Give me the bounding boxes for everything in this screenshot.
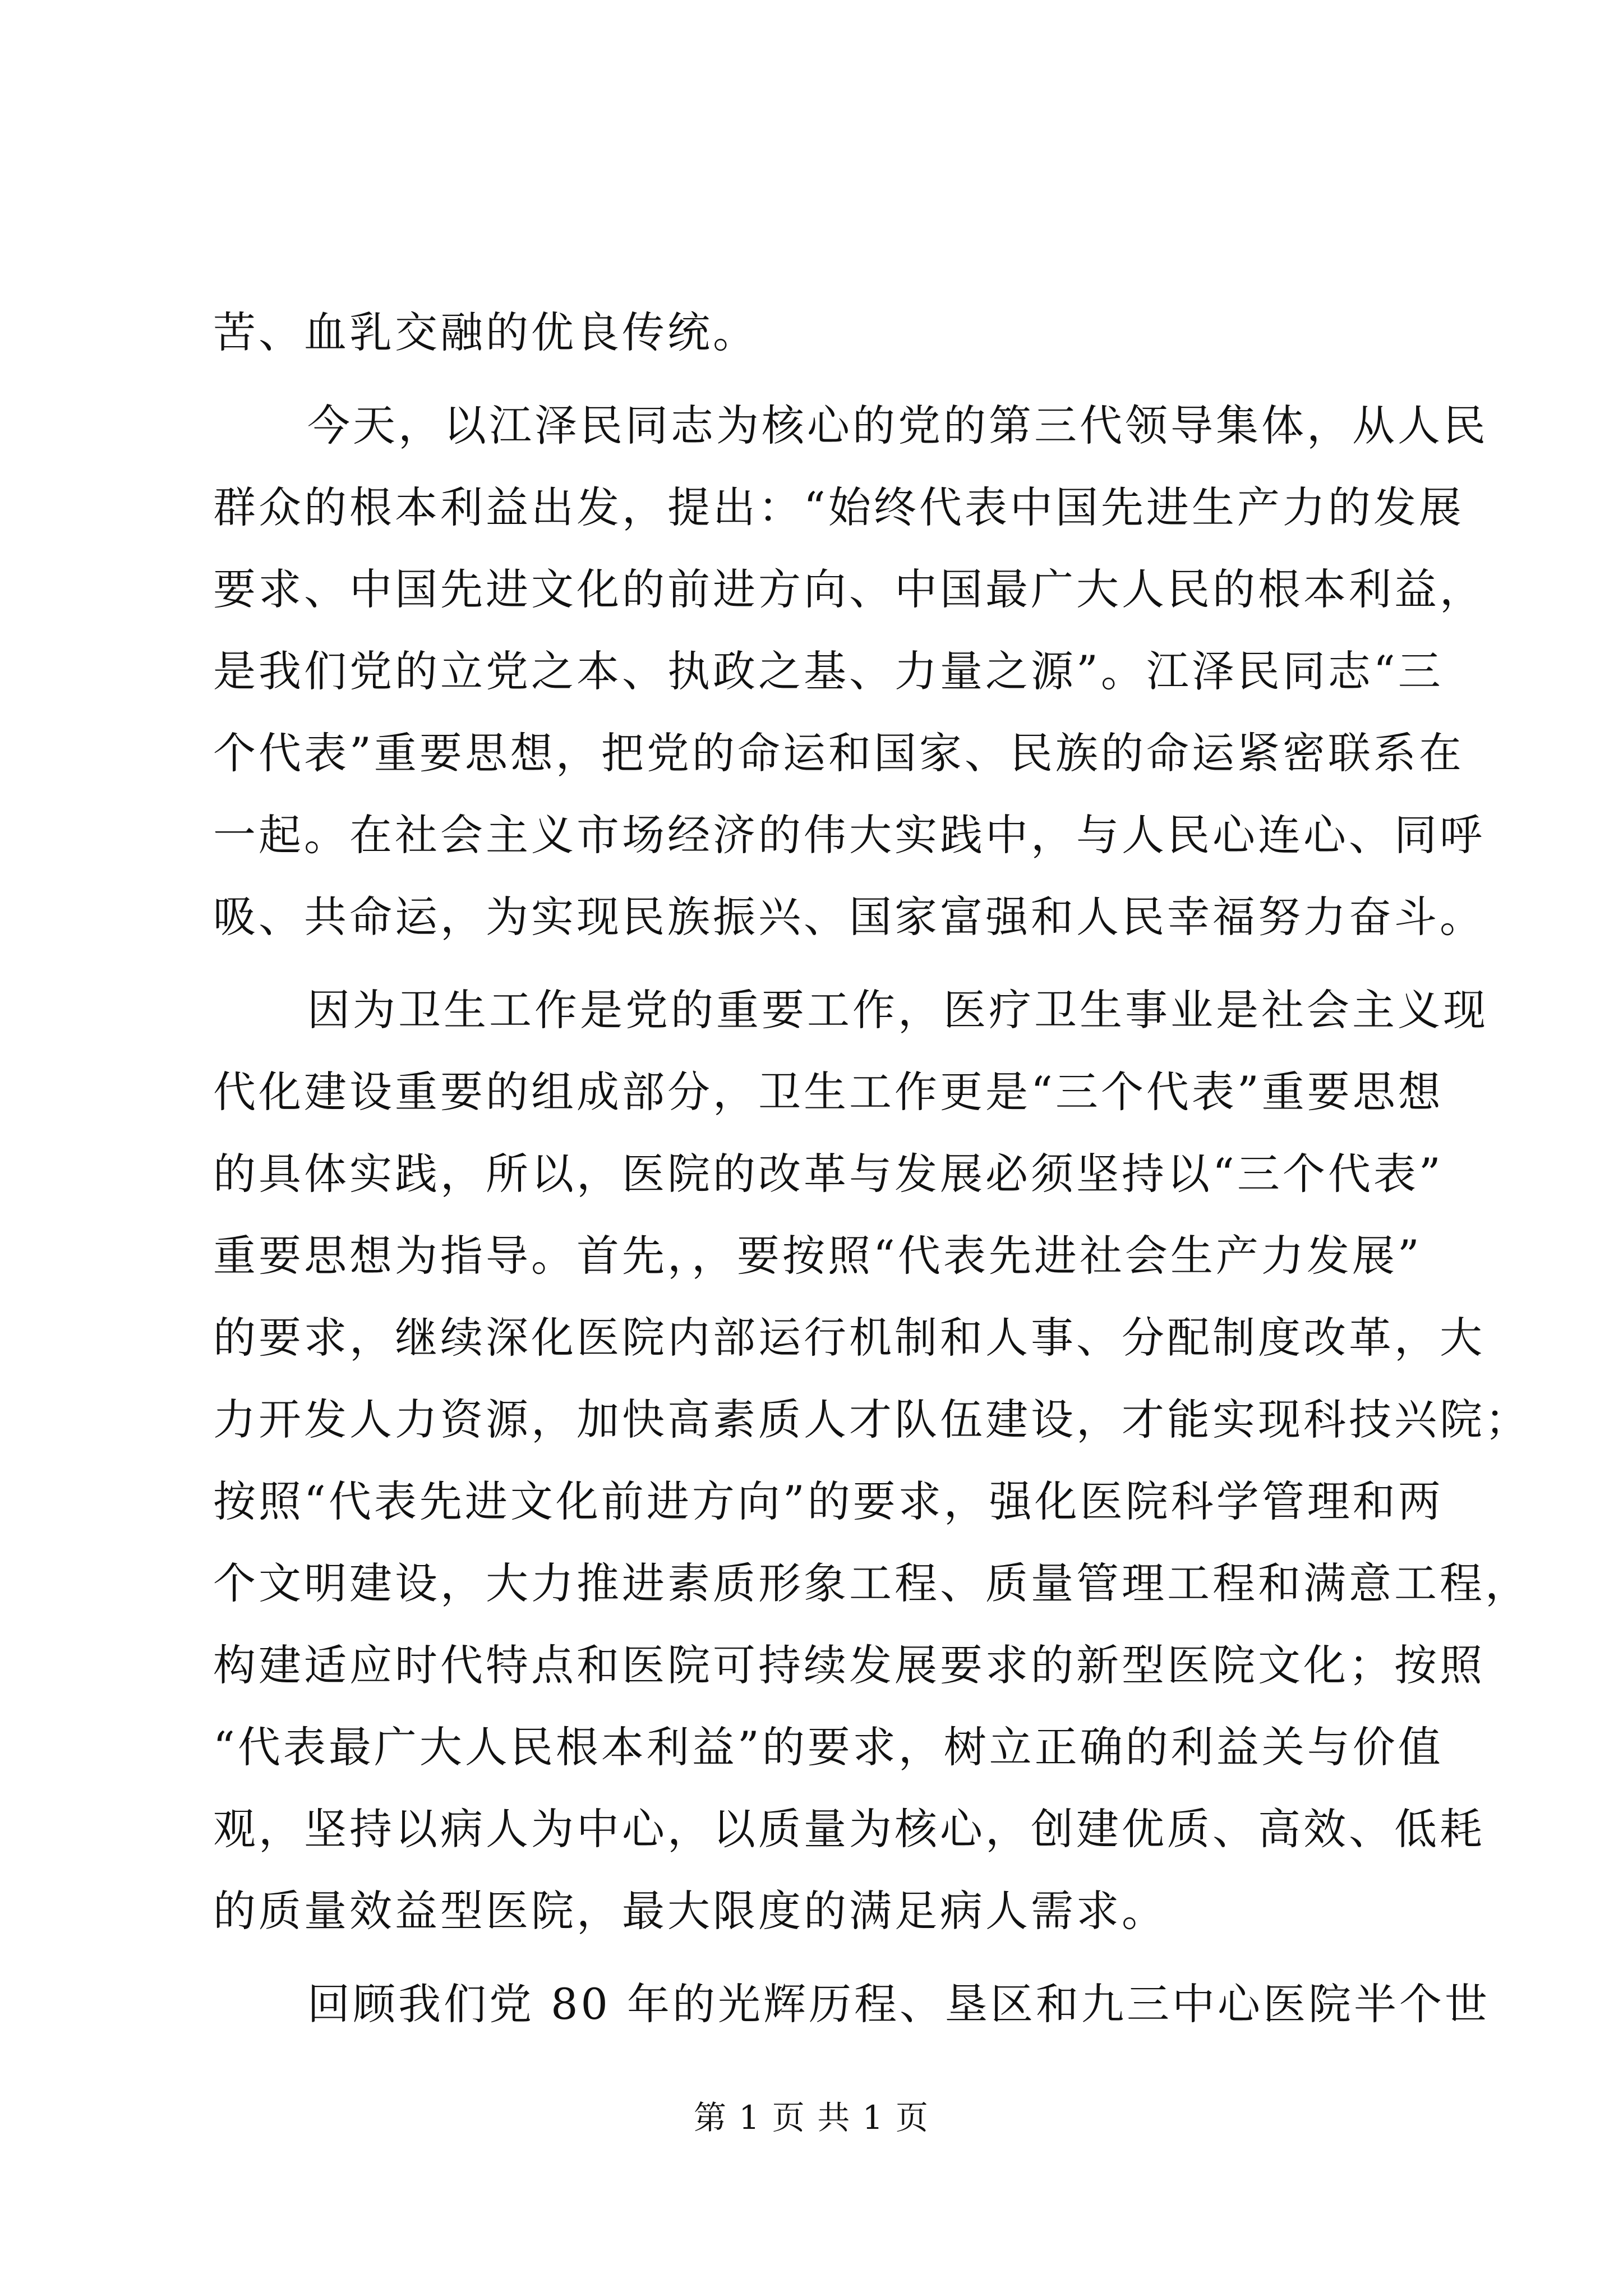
text-line: “代表最广大人民根本利益”的要求，树立正确的利益关与价值 <box>213 1722 1444 1772</box>
text-line: 个文明建设，大力推进素质形象工程、质量管理工程和满意工程， <box>213 1558 1530 1608</box>
page-footer: 第 1 页 共 1 页 <box>694 2099 929 2137</box>
document-body <box>213 292 1530 2045</box>
text-line: 个代表”重要思想，把党的命运和国家、民族的命运紧密联系在 <box>213 728 1464 778</box>
text-line: 观，坚持以病人为中心，以质量为核心，创建优质、高效、低耗 <box>213 1804 1485 1854</box>
text-line: 力开发人力资源，加快高素质人才队伍建设，才能实现科技兴院； <box>213 1395 1530 1444</box>
paragraph-gap <box>213 1952 1413 1963</box>
text-line: 的质量效益型医院，最大限度的满足病人需求。 <box>213 1886 1167 1936</box>
text-line: 是我们党的立党之本、执政之基、力量之源”。江泽民同志“三 <box>213 646 1444 696</box>
text-line: 的具体实践，所以，医院的改革与发展必须坚持以“三个代表” <box>213 1149 1444 1199</box>
paragraph <box>213 292 1413 374</box>
text-line: 重要思想为指导。首先，，要按照“代表先进社会生产力发展” <box>213 1231 1422 1281</box>
text-line: 的要求，继续深化医院内部运行机制和人事、分配制度改革，大 <box>213 1313 1485 1363</box>
text-line: 构建适应时代特点和医院可持续发展要求的新型医院文化；按照 <box>213 1640 1485 1690</box>
paragraph <box>213 385 1488 958</box>
text-line: 按照“代表先进文化前进方向”的要求，强化医院科学管理和两 <box>213 1476 1444 1526</box>
text-line: 要求、中国先进文化的前进方向、中国最广大人民的根本利益， <box>213 564 1485 614</box>
text-line: 回顾我们党 80 年的光辉历程、垦区和九三中心医院半个世 <box>307 1979 1491 2029</box>
paragraph-gap <box>213 374 1413 385</box>
paragraph-gap <box>213 958 1413 969</box>
paragraph <box>213 969 1530 1952</box>
text-line: 代化建设重要的组成部分，卫生工作更是“三个代表”重要思想 <box>213 1067 1444 1117</box>
paragraph <box>213 1963 1491 2045</box>
text-line: 因为卫生工作是党的重要工作，医疗卫生事业是社会主义现 <box>307 985 1488 1035</box>
text-line: 群众的根本利益出发，提出：“始终代表中国先进生产力的发展 <box>213 482 1464 532</box>
text-line: 苦、血乳交融的优良传统。 <box>213 307 758 357</box>
text-line: 吸、共命运，为实现民族振兴、国家富强和人民幸福努力奋斗。 <box>213 892 1485 942</box>
text-line: 一起。在社会主义市场经济的伟大实践中，与人民心连心、同呼 <box>213 810 1485 860</box>
text-line: 今天，以江泽民同志为核心的党的第三代领导集体，从人民 <box>307 401 1488 450</box>
